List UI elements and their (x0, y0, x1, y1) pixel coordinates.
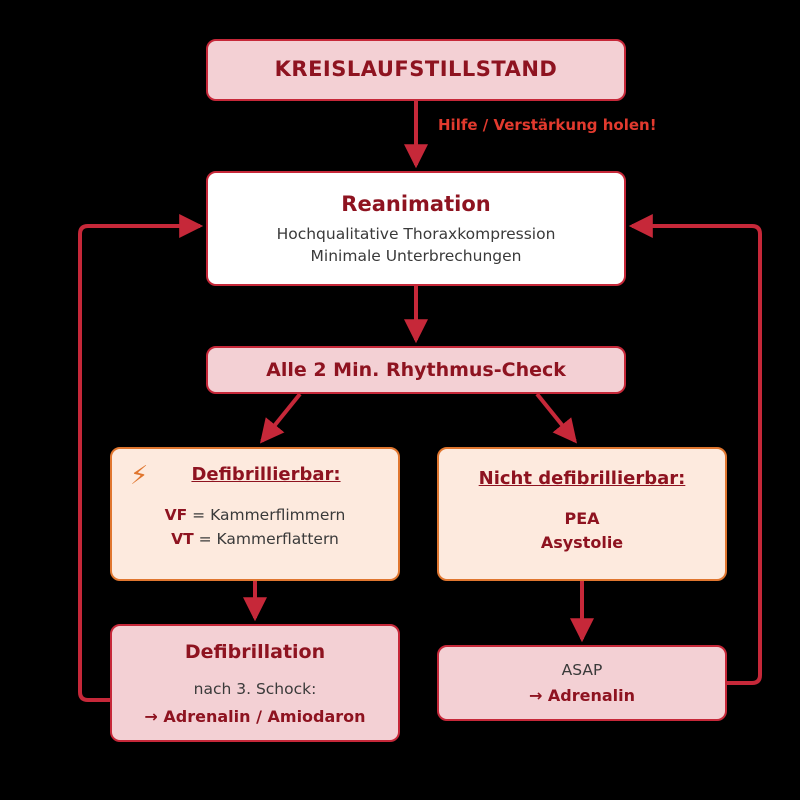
node-defibrillation[interactable] (110, 624, 400, 742)
node-defibrillation-subtitle: nach 3. Schock: (193, 679, 317, 698)
node-rhythm-check[interactable] (206, 346, 626, 394)
node-shockable[interactable] (110, 447, 400, 581)
node-non-shockable-title: Nicht defibrillierbar: (478, 468, 686, 489)
node-rhythm-check-title: Alle 2 Min. Rhythmus-Check (266, 358, 566, 381)
node-asap-adrenalin[interactable] (437, 645, 727, 721)
node-asap-label: ASAP (561, 660, 603, 679)
node-shockable-rows (165, 502, 346, 551)
lightning-bolt-icon: ⚡ (130, 461, 149, 491)
node-defibrillation-title: Defibrillation (184, 641, 326, 663)
edge-rhythm-to-shockable (262, 394, 300, 441)
node-non-shockable-rows (541, 506, 623, 557)
node-shockable-row-1-text: = Kammerflimmern (187, 506, 346, 525)
node-non-shockable-row-1: PEA (564, 509, 600, 529)
node-shockable-row-1-abbr: VF (164, 506, 188, 525)
edge-rhythm-to-nonshockable (537, 394, 575, 441)
node-resuscitation-line-1: Hochqualitative Thoraxkompression (276, 225, 556, 243)
node-cardiac-arrest[interactable] (206, 39, 626, 101)
node-defibrillation-drug: → Adrenalin / Amiodaron (144, 706, 366, 726)
node-resuscitation-title: Reanimation (341, 191, 491, 216)
node-shockable-row-2 (165, 529, 346, 549)
node-cardiac-arrest-title: KREISLAUFSTILLSTAND (274, 57, 558, 82)
node-resuscitation[interactable] (206, 171, 626, 286)
edge-label-call-for-help: Hilfe / Verstärkung holen! (438, 116, 657, 134)
node-non-shockable-row-2: Asystolie (540, 533, 624, 553)
node-asap-drug: → Adrenalin (528, 685, 636, 705)
node-resuscitation-line-2: Minimale Unterbrechungen (310, 247, 522, 266)
node-shockable-title: Defibrillierbar: (191, 464, 341, 485)
node-shockable-row-2-text: = Kammerflattern (193, 529, 339, 548)
node-shockable-row-2-abbr: VT (171, 529, 194, 548)
node-non-shockable[interactable] (437, 447, 727, 581)
node-shockable-row-1 (165, 505, 346, 525)
